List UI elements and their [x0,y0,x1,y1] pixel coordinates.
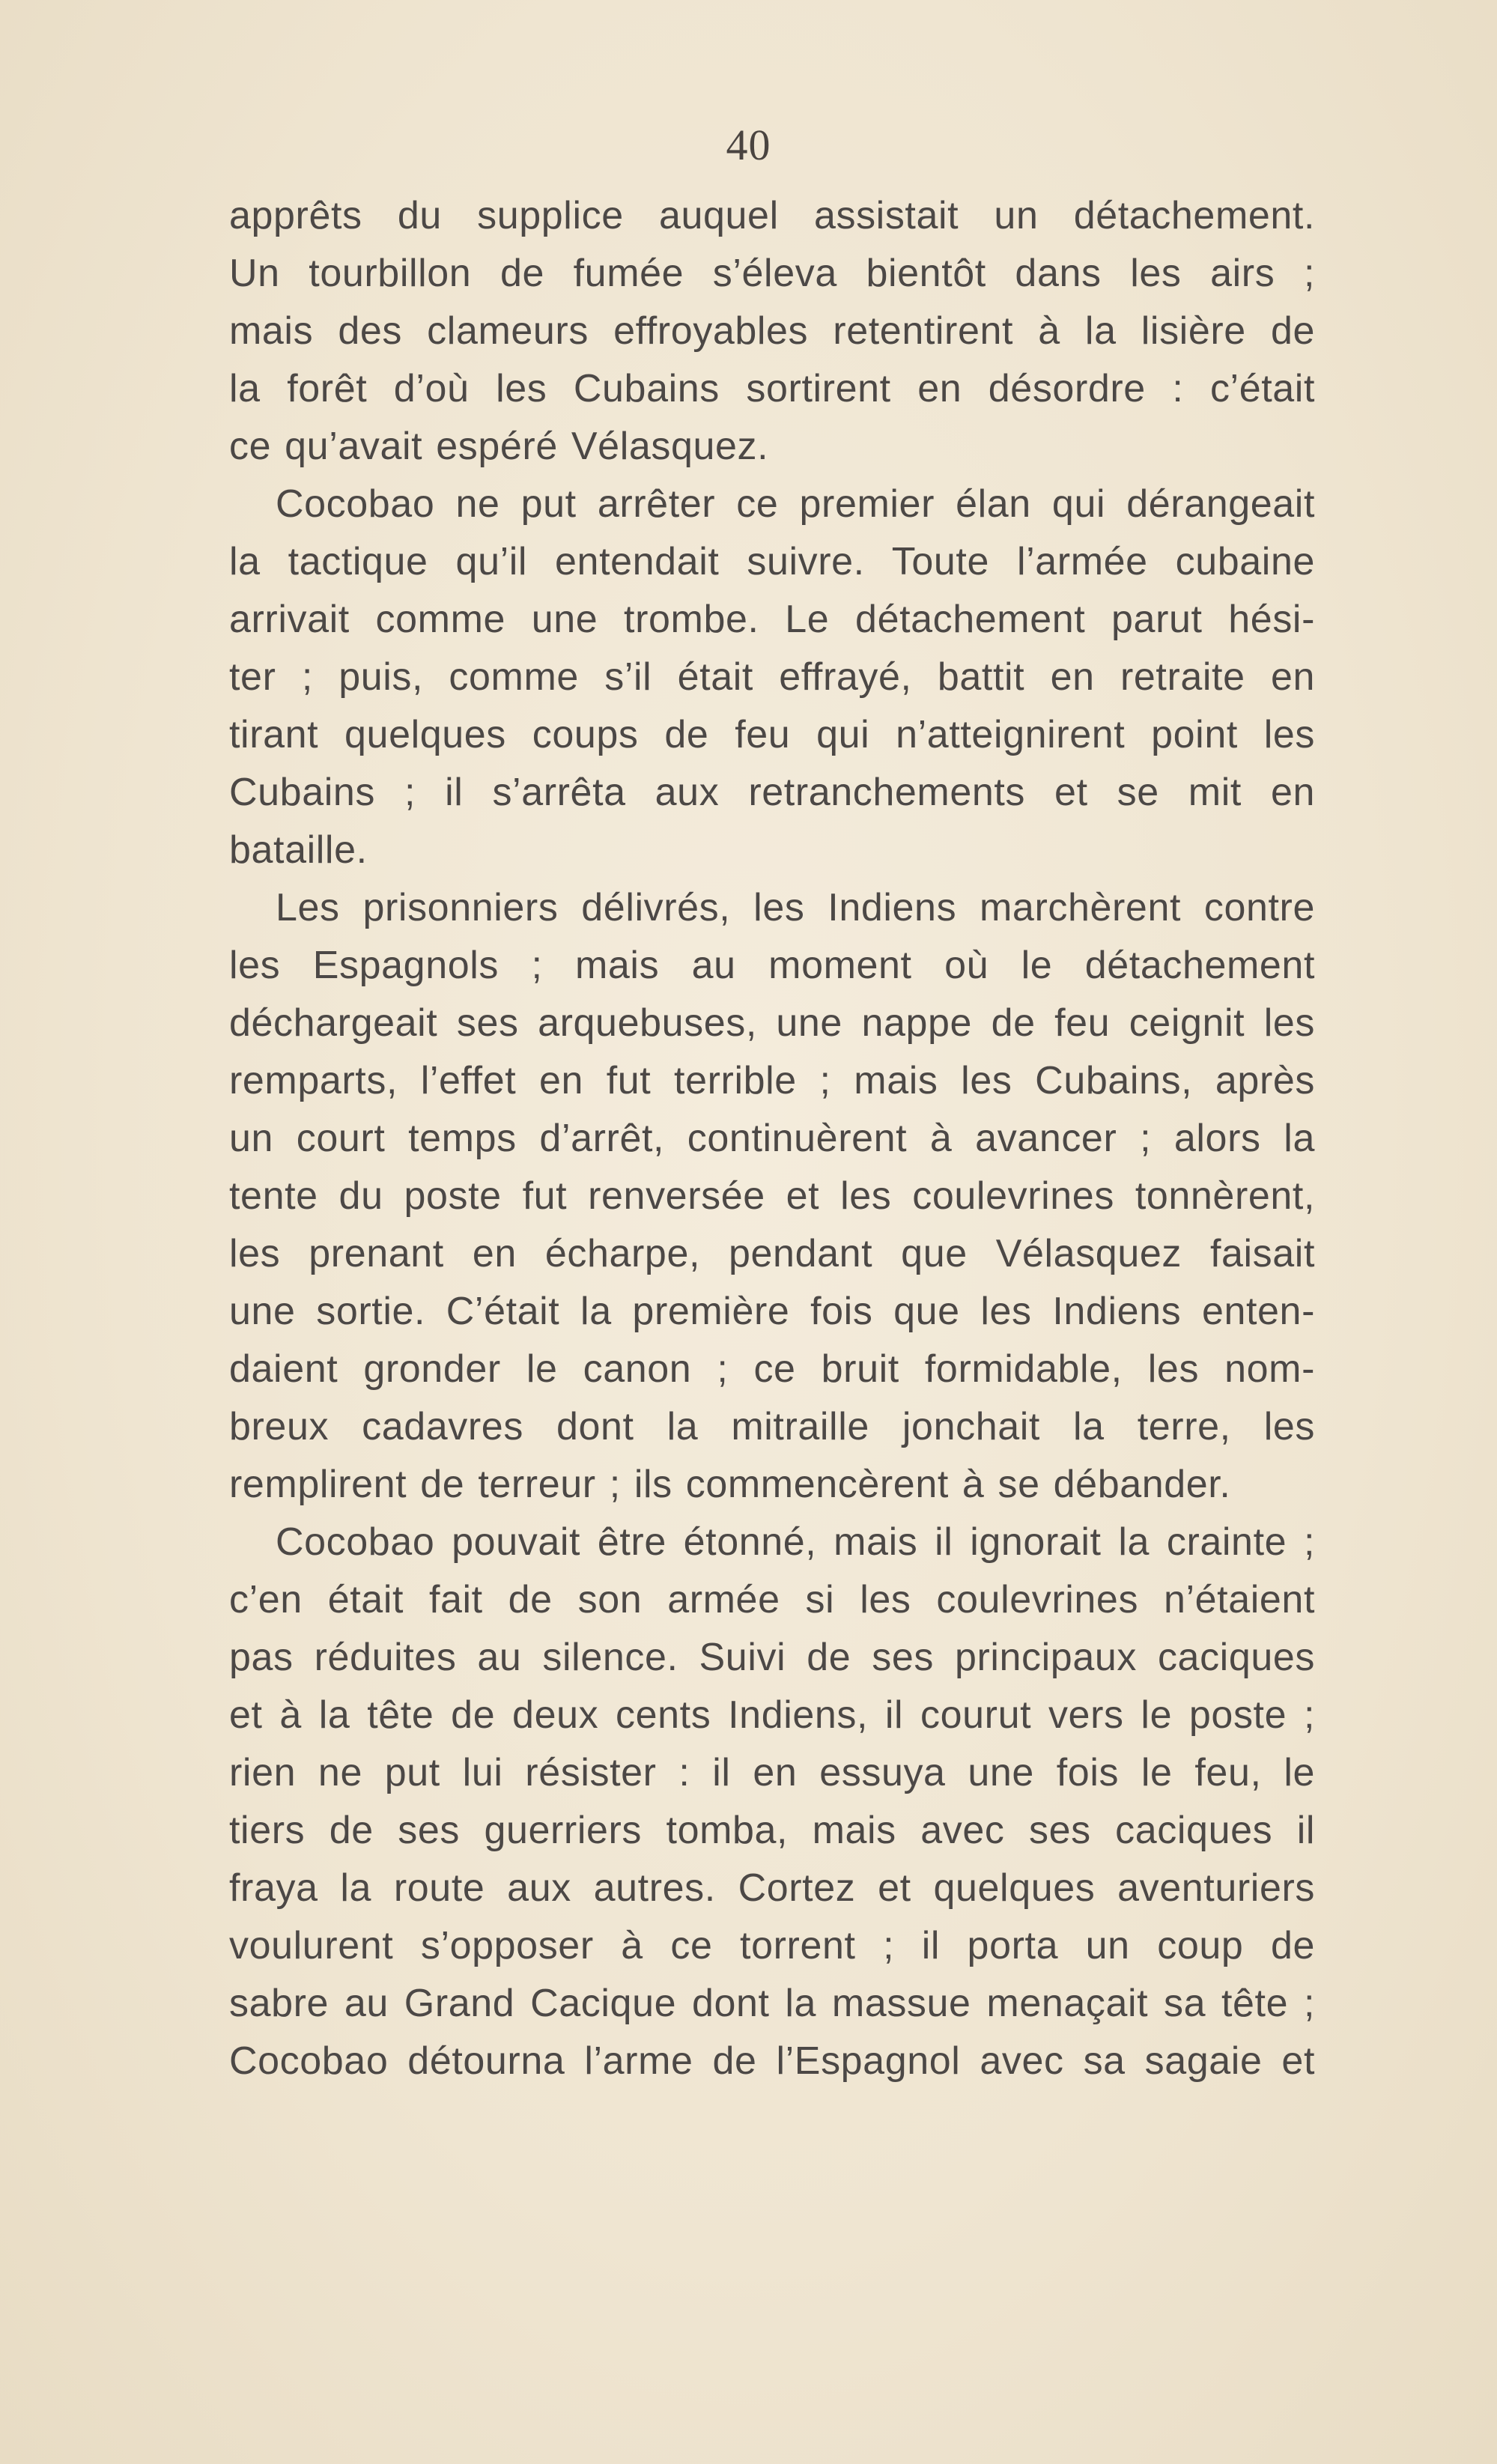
page-number: 40 [726,121,771,169]
text-line: un court temps d’arrêt, continuèrent à avancer ; alors la [229,1117,1315,1160]
text-line: mais des clameurs effroyables retentirent à la lisière de [229,309,1315,353]
text-line: arrivait comme une trombe. Le détachement parut hési- [229,598,1315,641]
text-line: une sortie. C’était la première fois que les Indiens enten- [229,1290,1315,1333]
text-line: ter ; puis, comme s’il était effrayé, battit en retraite en [229,655,1315,699]
text-line: Cocobao détourna l’arme de l’Espagnol avec sa sagaie et [229,2039,1315,2083]
text-line: bataille. [229,828,368,872]
text-line: apprêts du supplice auquel assistait un détachement. [229,194,1315,237]
text-line: sabre au Grand Cacique dont la massue menaçait sa tête ; [229,1982,1315,2025]
text-line: pas réduites au silence. Suivi de ses principaux caciques [229,1636,1315,1679]
text-line: déchargeait ses arquebuses, une nappe de feu ceignit les [229,1001,1315,1045]
text-line: Un tourbillon de fumée s’éleva bientôt dans les airs ; [229,252,1315,295]
text-line: c’en était fait de son armée si les coulevrines n’étaient [229,1578,1315,1621]
text-line: remplirent de terreur ; ils commencèrent à se débander. [229,1463,1231,1506]
text-line: rien ne put lui résister : il en essuya une fois le feu, le [229,1751,1315,1794]
text-line: voulurent s’opposer à ce torrent ; il porta un coup de [229,1924,1315,1967]
text-line: les Espagnols ; mais au moment où le détachement [229,944,1315,987]
text-line: daient gronder le canon ; ce bruit formidable, les nom- [229,1347,1315,1391]
text-line: Cocobao ne put arrêter ce premier élan qui dérangeait [276,482,1315,526]
text-line: fraya la route aux autres. Cortez et quelques aventuriers [229,1866,1315,1910]
text-line: et à la tête de deux cents Indiens, il courut vers le poste ; [229,1693,1315,1737]
text-line: les prenant en écharpe, pendant que Vélasquez faisait [229,1232,1315,1275]
body-text [229,187,1315,2090]
text-line: la tactique qu’il entendait suivre. Toute l’armée cubaine [229,540,1315,583]
text-line: ce qu’avait espéré Vélasquez. [229,425,769,468]
text-line: Cocobao pouvait être étonné, mais il ignorait la crainte ; [276,1520,1315,1564]
text-line: tirant quelques coups de feu qui n’atteignirent point les [229,713,1315,756]
text-line: la forêt d’où les Cubains sortirent en désordre : c’était [229,367,1315,410]
text-line: Les prisonniers délivrés, les Indiens marchèrent contre [276,886,1315,929]
text-line: breux cadavres dont la mitraille jonchait la terre, les [229,1405,1315,1448]
text-line: tiers de ses guerriers tomba, mais avec ses caciques il [229,1809,1315,1852]
text-line: tente du poste fut renversée et les coulevrines tonnèrent, [229,1174,1315,1218]
text-line: remparts, l’effet en fut terrible ; mais les Cubains, après [229,1059,1315,1102]
text-line: Cubains ; il s’arrêta aux retranchements et se mit en [229,771,1315,814]
